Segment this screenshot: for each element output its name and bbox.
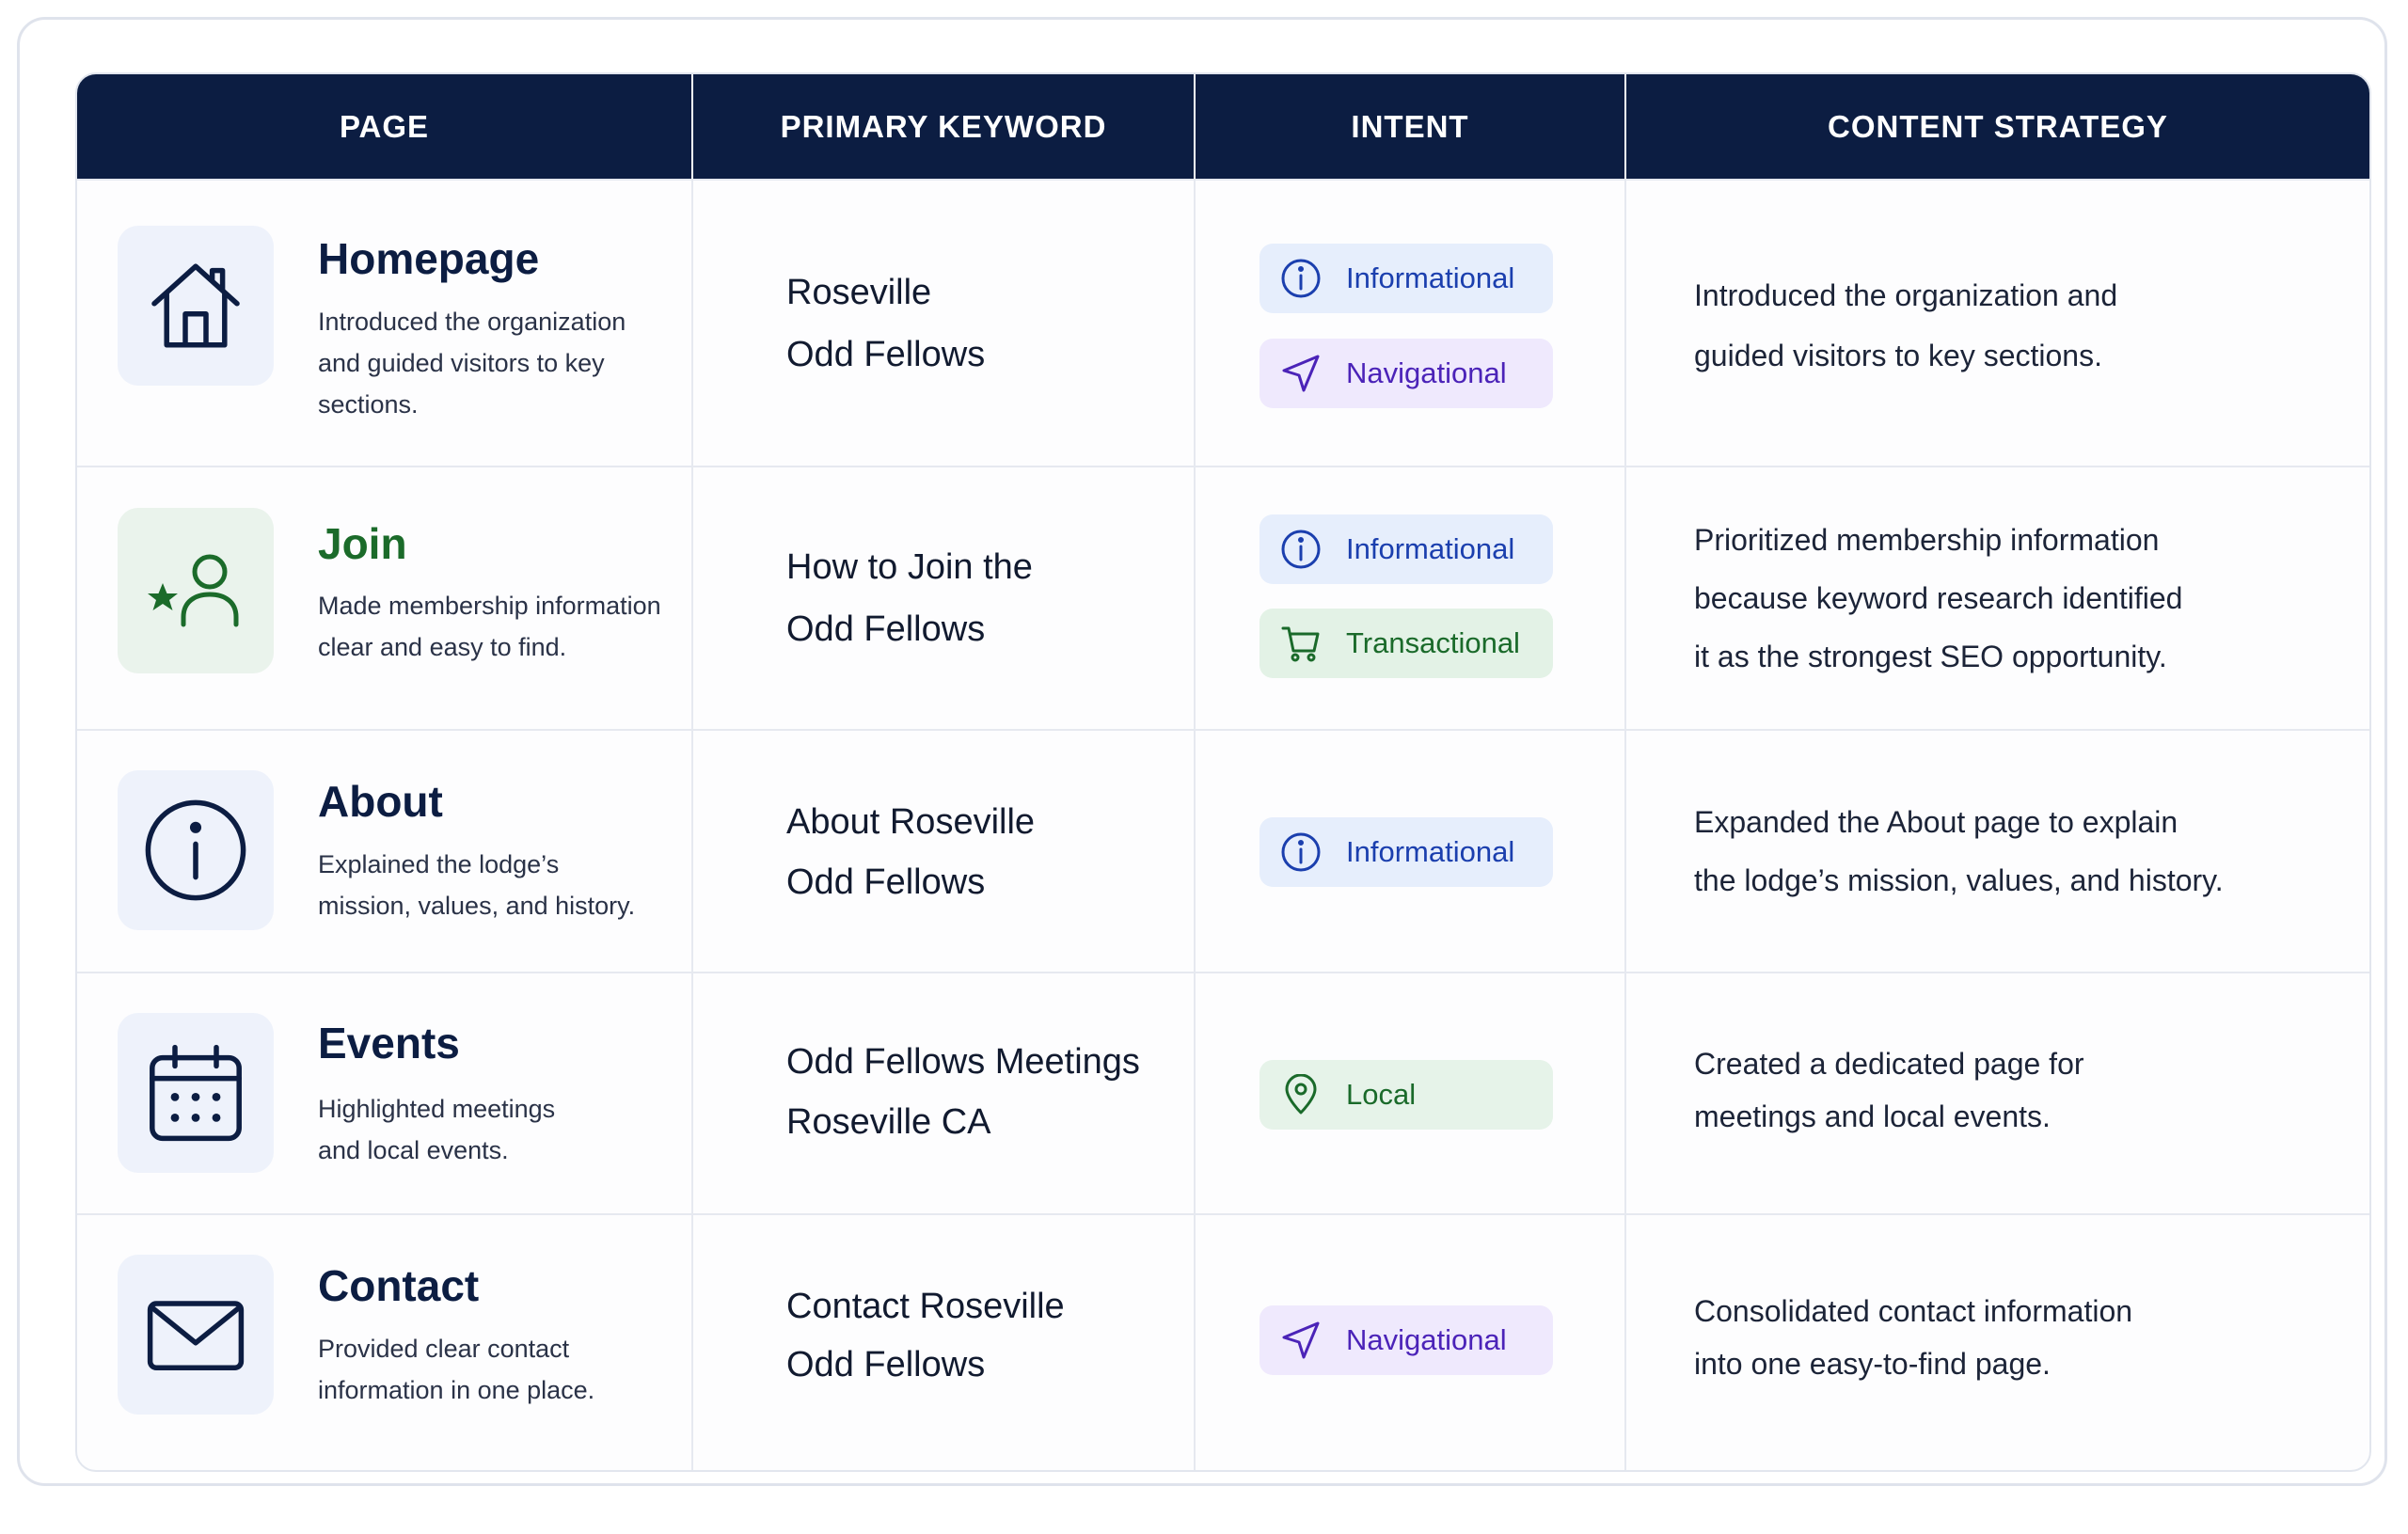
strategy-cell xyxy=(1624,731,2369,972)
strategy-cell xyxy=(1624,181,2369,466)
intent-label: Transactional xyxy=(1346,626,1520,659)
page-description-line: Explained the lodge’s xyxy=(318,850,560,878)
shopping-cart-icon xyxy=(1280,623,1322,664)
table-row xyxy=(77,466,2369,729)
page-title: Join xyxy=(318,519,407,568)
page-description-line: Introduced the organization xyxy=(318,308,626,336)
content-strategy xyxy=(1694,1037,2334,1143)
user-star-icon xyxy=(118,508,274,673)
intent-badge-transactional xyxy=(1259,609,1553,678)
page-description xyxy=(318,585,675,668)
keyword-line: Contact Roseville xyxy=(786,1287,1065,1326)
strategy-line: guided visitors to key sections. xyxy=(1694,339,2102,372)
content-strategy xyxy=(1694,511,2334,686)
intent-cell xyxy=(1194,181,1624,466)
strategy-line: meetings and local events. xyxy=(1694,1099,2051,1133)
page-cell xyxy=(77,1215,691,1472)
intent-badge-navigational xyxy=(1259,339,1553,408)
envelope-icon xyxy=(118,1255,274,1415)
intent-label: Local xyxy=(1346,1078,1417,1111)
page-description-line: Provided clear contact xyxy=(318,1335,570,1363)
table-header xyxy=(77,74,2369,179)
intent-badge-informational xyxy=(1259,514,1553,584)
keyword-line: Roseville CA xyxy=(786,1102,991,1142)
page-title: Homepage xyxy=(318,234,540,283)
primary-keyword xyxy=(786,1032,1140,1152)
page-description-line: and guided visitors to key xyxy=(318,349,605,377)
intent-cell xyxy=(1194,731,1624,972)
page-cell xyxy=(77,731,691,972)
primary-keyword xyxy=(786,261,985,386)
page-description xyxy=(318,1328,675,1411)
content-strategy xyxy=(1694,1285,2334,1390)
page-description-line: clear and easy to find. xyxy=(318,633,567,661)
strategy-cell xyxy=(1624,973,2369,1213)
primary-keyword xyxy=(786,792,1035,912)
intent-label: Informational xyxy=(1346,532,1515,565)
keyword-line: Roseville xyxy=(786,273,932,312)
strategy-cell xyxy=(1624,1215,2369,1472)
keyword-cell xyxy=(691,467,1194,729)
page-title: Contact xyxy=(318,1261,480,1310)
strategy-line: Expanded the About page to explain xyxy=(1694,805,2178,839)
page-cell xyxy=(77,467,691,729)
intent-label: Informational xyxy=(1346,835,1515,868)
page-cell xyxy=(77,973,691,1213)
keyword-line: How to Join the xyxy=(786,547,1033,587)
page-description-line: sections. xyxy=(318,390,419,419)
page-description-line: Made membership information xyxy=(318,592,661,620)
primary-keyword xyxy=(786,1277,1065,1394)
page-description xyxy=(318,301,675,425)
calendar-icon xyxy=(118,1013,274,1173)
intent-cell xyxy=(1194,467,1624,729)
navigation-arrow-icon xyxy=(1280,1320,1322,1361)
table-row xyxy=(77,972,2369,1213)
home-icon xyxy=(118,226,274,386)
content-strategy xyxy=(1694,793,2334,909)
intent-label: Navigational xyxy=(1346,1323,1507,1356)
page-description-line: information in one place. xyxy=(318,1376,595,1404)
keyword-line: Odd Fellows xyxy=(786,609,986,649)
table-row xyxy=(77,1213,2369,1472)
intent-label: Informational xyxy=(1346,261,1515,294)
page-cell xyxy=(77,181,691,466)
strategy-line: Created a dedicated page for xyxy=(1694,1047,2084,1081)
strategy-line: the lodge’s mission, values, and history. xyxy=(1694,863,2224,897)
header-content-strategy: CONTENT STRATEGY xyxy=(1624,74,2369,179)
intent-cell xyxy=(1194,1215,1624,1472)
header-primary-keyword: PRIMARY KEYWORD xyxy=(691,74,1194,179)
table-row xyxy=(77,179,2369,466)
intent-label: Navigational xyxy=(1346,356,1507,389)
map-pin-icon xyxy=(1280,1074,1322,1115)
page-title: Events xyxy=(318,1019,460,1067)
page-description xyxy=(318,1088,675,1171)
keyword-line: About Roseville xyxy=(786,802,1036,842)
keyword-line: Odd Fellows xyxy=(786,1345,986,1384)
intent-cell xyxy=(1194,973,1624,1213)
info-icon xyxy=(1280,258,1322,299)
info-icon xyxy=(1280,831,1322,873)
page-description-line: mission, values, and history. xyxy=(318,892,636,920)
keyword-line: Odd Fellows Meetings xyxy=(786,1042,1140,1082)
intent-badge-navigational xyxy=(1259,1305,1553,1375)
page-description-line: Highlighted meetings xyxy=(318,1095,556,1123)
content-card xyxy=(17,17,2387,1486)
intent-badge-informational xyxy=(1259,817,1553,887)
keyword-line: Odd Fellows xyxy=(786,862,986,902)
keyword-cell xyxy=(691,973,1194,1213)
keyword-line: Odd Fellows xyxy=(786,335,986,374)
page-title: About xyxy=(318,777,443,826)
intent-badge-local xyxy=(1259,1060,1553,1130)
strategy-line: Introduced the organization and xyxy=(1694,278,2118,312)
content-strategy xyxy=(1694,265,2334,386)
strategy-line: Consolidated contact information xyxy=(1694,1294,2133,1328)
page-description xyxy=(318,844,675,926)
table-row xyxy=(77,729,2369,972)
keyword-cell xyxy=(691,181,1194,466)
info-icon xyxy=(1280,529,1322,570)
intent-badge-informational xyxy=(1259,244,1553,313)
strategy-line: it as the strongest SEO opportunity. xyxy=(1694,640,2167,673)
strategy-cell xyxy=(1624,467,2369,729)
strategy-line: into one easy-to-find page. xyxy=(1694,1347,2051,1381)
page-description-line: and local events. xyxy=(318,1136,509,1164)
header-intent: INTENT xyxy=(1194,74,1624,179)
info-icon xyxy=(118,770,274,930)
header-page: PAGE xyxy=(339,108,430,144)
primary-keyword xyxy=(786,536,1033,660)
strategy-line: Prioritized membership information xyxy=(1694,523,2160,557)
seo-strategy-table xyxy=(75,72,2371,1472)
navigation-arrow-icon xyxy=(1280,353,1322,394)
keyword-cell xyxy=(691,1215,1194,1472)
strategy-line: because keyword research identified xyxy=(1694,581,2183,615)
keyword-cell xyxy=(691,731,1194,972)
